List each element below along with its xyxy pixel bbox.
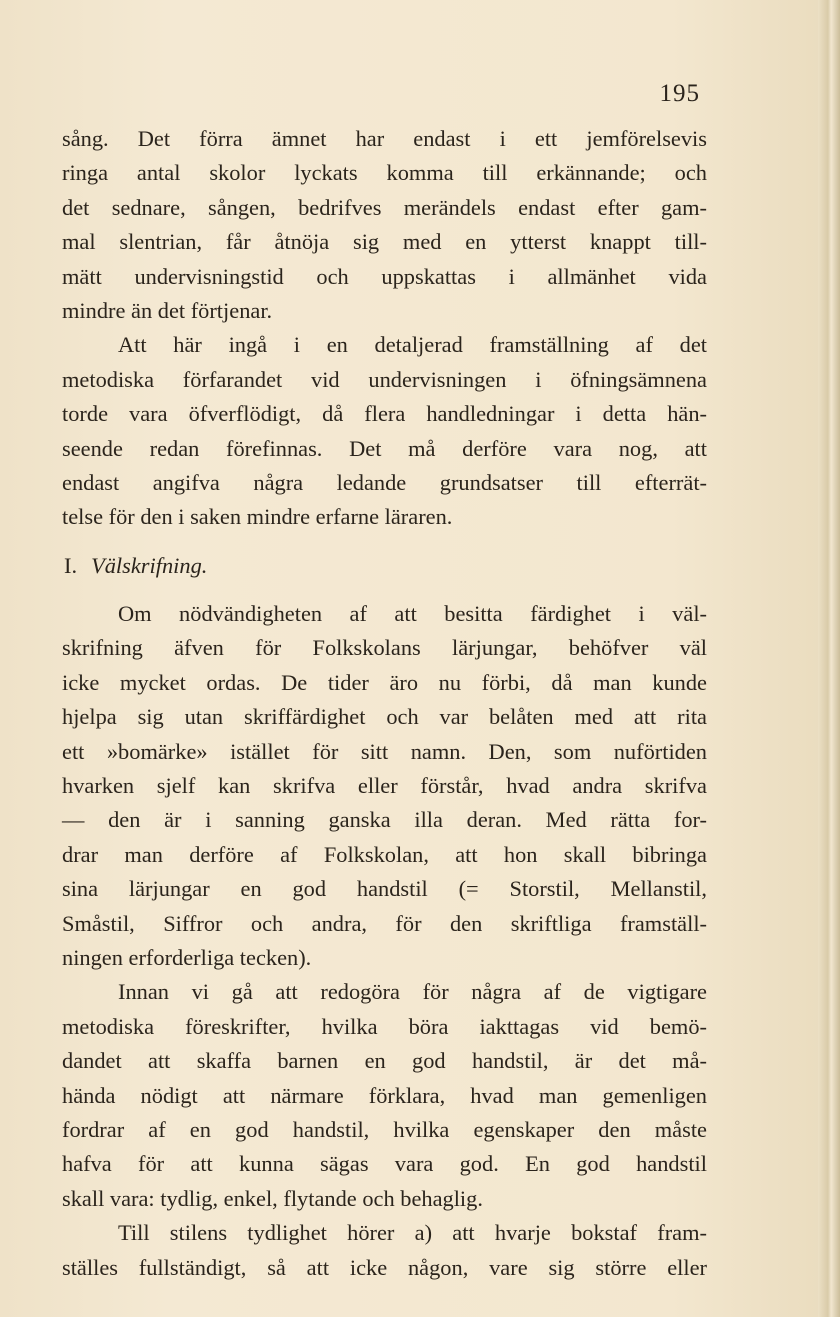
text-line: Till stilens tydlighet hörer a) att hvarje bokstaf fram- (118, 1220, 707, 1246)
page-number: 195 (659, 80, 700, 107)
text-line: drar man derföre af Folkskolan, att hon skall bibringa (62, 841, 707, 867)
text-line: Om nödvändigheten af att besitta färdighet i väl- (118, 601, 707, 627)
page-edge (818, 0, 840, 1317)
text-line: Innan vi gå att redogöra för några af de vigtigare (118, 979, 707, 1005)
section-heading (62, 549, 707, 583)
section-title: Välskrifning. (91, 552, 208, 578)
text-line: mätt undervisningstid och uppskattas i allmänhet vida (62, 263, 707, 289)
text-line: skrifning äfven för Folkskolans lärjungar, behöfver väl (62, 635, 707, 661)
body-text (62, 122, 707, 1285)
text-line: ett »bomärke» istället för sitt namn. Den, som nuförtiden (62, 738, 707, 764)
text-line: metodiska förfarandet vid undervisningen i öfningsämnena (62, 366, 707, 392)
text-line: hjelpa sig utan skriffärdighet och var belåten med att rita (62, 704, 707, 730)
text-line: icke mycket ordas. De tider äro nu förbi, då man kunde (62, 669, 707, 695)
text-line: fordrar af en god handstil, hvilka egenskaper den måste (62, 1116, 707, 1142)
text-line: torde vara öfverflödigt, då flera handledningar i detta hän- (62, 401, 707, 427)
text-line: hvarken sjelf kan skrifva eller förstår, hvad andra skrifva (62, 773, 707, 799)
text-line: dandet att skaffa barnen en god handstil, är det må- (62, 1048, 707, 1074)
text-line: — den är i sanning ganska illa deran. Med rätta for- (62, 807, 707, 833)
text-line: sång. Det förra ämnet har endast i ett jemförelsevis (62, 126, 707, 151)
text-line: ställes fullständigt, så att icke någon, vare sig större eller (62, 1254, 707, 1280)
text-line: hafva för att kunna sägas vara god. En god handstil (62, 1151, 707, 1177)
text-line: ringa antal skolor lyckats komma till erkännande; och (62, 160, 707, 186)
text-line: metodiska föreskrifter, hvilka böra iakttagas vid bemö- (62, 1013, 707, 1039)
text-line: mal slentrian, får åtnöja sig med en ytterst knappt till- (62, 229, 707, 255)
text-line: sina lärjungar en god handstil (= Storstil, Mellanstil, (62, 876, 707, 902)
text-line: seende redan förefinnas. Det må derföre vara nog, att (62, 435, 707, 461)
section-number: I. (64, 552, 78, 578)
text-line: det sednare, sången, bedrifves merändels endast efter gam- (62, 194, 707, 220)
text-line: Småstil, Siffror och andra, för den skriftliga framställ- (62, 910, 707, 936)
text-line: hända nödigt att närmare förklara, hvad man gemenligen (62, 1082, 707, 1108)
text-line: ningen erforderliga tecken). (62, 944, 312, 970)
text-line: skall vara: tydlig, enkel, flytande och behaglig. (62, 1185, 483, 1211)
text-line: Att här ingå i en detaljerad framställning af det (118, 332, 707, 358)
text-line: endast angifva några ledande grundsatser till efterrät- (62, 469, 707, 495)
text-line: mindre än det förtjenar. (62, 297, 273, 323)
text-line: telse för den i saken mindre erfarne läraren. (62, 504, 453, 530)
